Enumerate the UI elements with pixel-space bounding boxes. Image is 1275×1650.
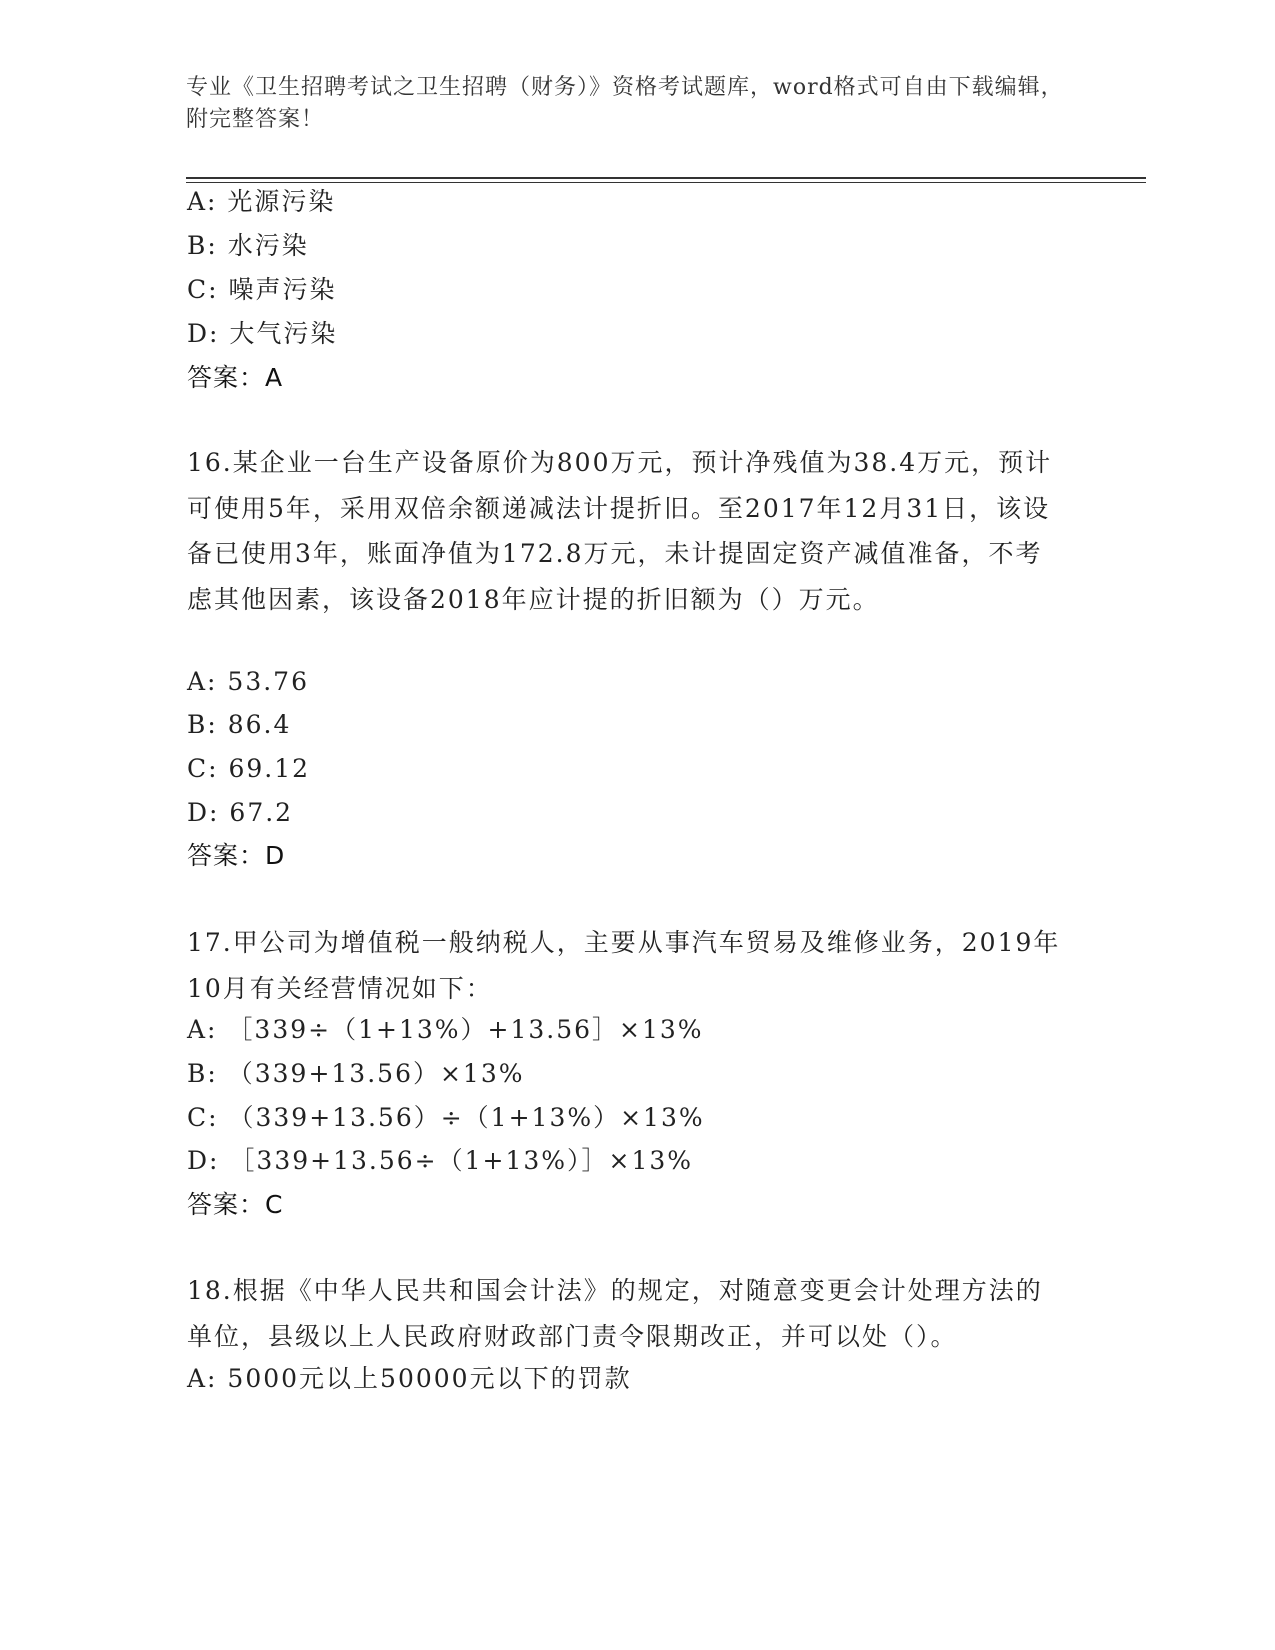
q15-option-b: B: 水污染 <box>187 231 309 260</box>
q17-question: 17.甲公司为增值税一般纳税人，主要从事汽车贸易及维修业务，2019年10月有关经营情况如下： <box>187 928 1061 1003</box>
q17-option-a: A: ［339÷（1+13%）+13.56］×13% <box>187 1015 704 1044</box>
document-header: 专业《卫生招聘考试之卫生招聘（财务）》资格考试题库，word格式可自由下载编辑，附完整答案！ <box>186 75 1064 132</box>
q16-option-d: D: 67.2 <box>187 798 294 827</box>
q16-option-a: A: 53.76 <box>187 667 309 696</box>
q15-option-d: D: 大气污染 <box>187 319 338 348</box>
q16-option-c: C: 69.12 <box>187 754 311 783</box>
q15-answer: 答案：A <box>187 363 284 392</box>
q18-option-a: A: 5000元以上50000元以下的罚款 <box>187 1364 632 1393</box>
q15-option-c: C: 噪声污染 <box>187 275 337 304</box>
q17-option-b: B: （339+13.56）×13% <box>187 1059 525 1088</box>
q17-option-d: D: ［339+13.56÷（1+13%）］×13% <box>187 1146 694 1175</box>
q17-answer: 答案：C <box>187 1190 284 1219</box>
q16-option-b: B: 86.4 <box>187 710 292 739</box>
q16-question: 16.某企业一台生产设备原价为800万元，预计净残值为38.4万元，预计可使用5年，采用双倍余额递减法计提折旧。至2017年12月31日，该设备已使用3年，账面净值为172.8万元，未计提固定资产减值准备，不考虑其他因素，该设备2018年应计提的折旧额为（）万元。 <box>187 448 1053 614</box>
header-divider-thin <box>186 182 1146 183</box>
q18-question: 18.根据《中华人民共和国会计法》的规定，对随意变更会计处理方法的单位，县级以上人民政府财政部门责令限期改正，并可以处（）。 <box>187 1276 1043 1351</box>
q16-answer: 答案：D <box>187 841 286 870</box>
header-divider-thick <box>186 177 1146 179</box>
q15-option-a: A: 光源污染 <box>187 187 336 216</box>
q17-option-c: C: （339+13.56）÷（1+13%）×13% <box>187 1103 705 1132</box>
